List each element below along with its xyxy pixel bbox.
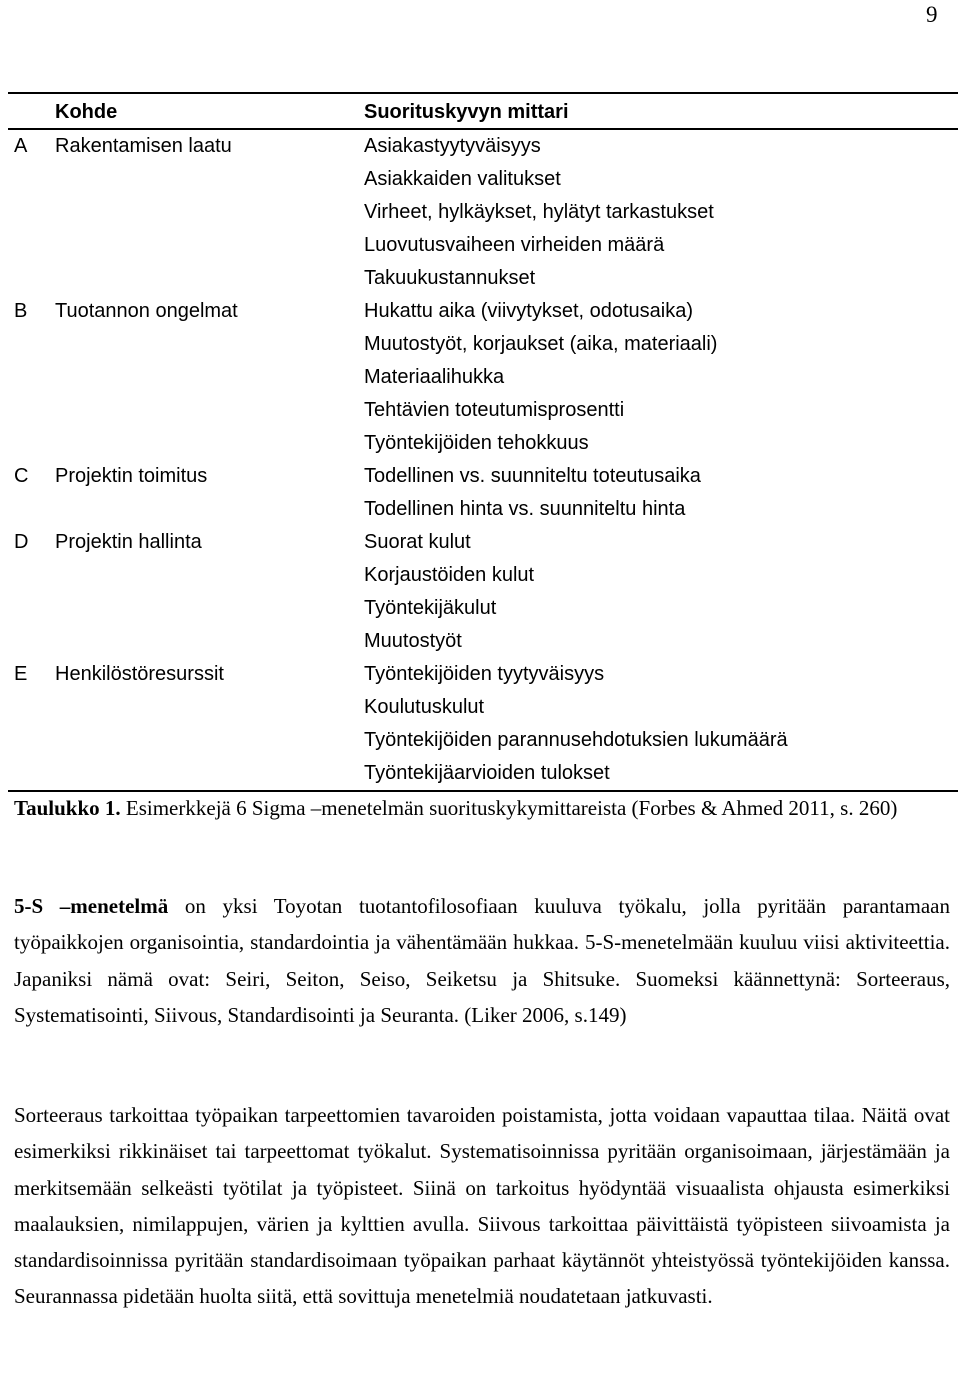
table-caption — [14, 790, 950, 826]
row-metric: Asiakkaiden valitukset — [364, 168, 561, 190]
row-letter: B — [14, 300, 28, 322]
caption-text: Esimerkkejä 6 Sigma –menetelmän suorituskykymittareista (Forbes & Ahmed 2011, s. 260) — [125, 796, 898, 820]
row-metric: Muutostyöt — [364, 630, 462, 652]
paragraph-5s-intro — [14, 888, 950, 1033]
row-metric: Todellinen hinta vs. suunniteltu hinta — [364, 498, 686, 520]
row-target: Tuotannon ongelmat — [55, 300, 238, 322]
row-target: Rakentamisen laatu — [55, 135, 232, 157]
page-number: 9 — [926, 2, 938, 27]
row-letter: A — [14, 135, 28, 157]
table-row — [8, 625, 958, 658]
row-metric: Työntekijöiden tehokkuus — [364, 432, 589, 454]
table-row — [8, 229, 958, 262]
row-metric: Todellinen vs. suunniteltu toteutusaika — [364, 465, 701, 487]
table-row — [8, 427, 958, 460]
performance-metrics-table — [8, 92, 958, 792]
table-row — [8, 361, 958, 394]
table-row — [8, 592, 958, 625]
row-metric: Työntekijäkulut — [364, 597, 497, 619]
row-metric: Virheet, hylkäykset, hylätyt tarkastukset — [364, 201, 714, 223]
row-letter: C — [14, 465, 29, 487]
table-row — [8, 658, 958, 691]
row-metric: Hukattu aika (viivytykset, odotusaika) — [364, 300, 694, 322]
table-row — [8, 724, 958, 757]
paragraph-5s-intro-text: on yksi Toyotan tuotantofilosofiaan kuuluva työkalu, jolla pyritään parantamaan työpaikkojen organisointia, standardointia ja vähentämään hukkaa. 5-S-menetelmään kuuluu viisi aktiviteettia. Japaniksi nämä ovat: Seiri, Seiton, Seiso, Seiketsu ja Shitsuke. Suomeksi käännettynä: Sorteeraus, Systematisointi, Siivous, Standardisointi ja Seuranta. (Liker 2006, s.149) — [14, 894, 951, 1027]
table-row — [8, 559, 958, 592]
table-row — [8, 493, 958, 526]
header-metric: Suorituskyvyn mittari — [364, 101, 569, 123]
row-metric: Muutostyöt, korjaukset (aika, materiaali) — [364, 333, 718, 355]
row-metric: Luovutusvaiheen virheiden määrä — [364, 234, 665, 256]
table-row — [8, 394, 958, 427]
table-row — [8, 295, 958, 328]
table-row — [8, 691, 958, 724]
caption-label: Taulukko 1. — [14, 796, 121, 820]
table-row — [8, 196, 958, 229]
paragraph-5s-details — [14, 1097, 950, 1315]
header-target: Kohde — [55, 101, 118, 123]
table-body — [8, 130, 958, 790]
table-header-row — [8, 94, 958, 128]
table-row — [8, 130, 958, 163]
row-metric: Koulutuskulut — [364, 696, 485, 718]
row-metric: Työntekijöiden parannusehdotuksien lukumäärä — [364, 729, 788, 751]
table-row — [8, 460, 958, 493]
row-metric: Korjaustöiden kulut — [364, 564, 535, 586]
row-metric: Asiakastyytyväisyys — [364, 135, 541, 157]
row-metric: Työntekijäarvioiden tulokset — [364, 762, 610, 784]
paragraph-5s-details-text: Sorteeraus tarkoittaa työpaikan tarpeettomien tavaroiden poistamista, jotta voidaan vapauttaa tilaa. Näitä ovat esimerkiksi rikkinäiset tai tarpeettomat työkalut. Systematisoinnissa pyritään organisoimaan, järjestämään ja merkitsemään selkeästi työtilat ja työpisteet. Siinä on tarkoitus hyödyntää visuaalista ohjausta esimerkiksi maalauksien, nimilappujen, värien ja kylttien avulla. Siivous tarkoittaa päivittäistä työpisteen siivoamista ja standardisoinnissa pyritään standardisoimaan työpaikan parhaat käytännöt yhteistyössä työntekijöiden kanssa. Seurannassa pidetään huolta siitä, että sovittuja menetelmiä noudatetaan jatkuvasti. — [14, 1103, 950, 1309]
row-metric: Materiaalihukka — [364, 366, 505, 388]
table-row — [8, 262, 958, 295]
table-row — [8, 526, 958, 559]
table-row — [8, 328, 958, 361]
row-target: Henkilöstöresurssit — [55, 663, 224, 685]
row-metric: Suorat kulut — [364, 531, 471, 553]
table-row — [8, 757, 958, 790]
table-row — [8, 163, 958, 196]
row-metric: Tehtävien toteutumisprosentti — [364, 399, 625, 421]
row-target: Projektin hallinta — [55, 531, 202, 553]
row-target: Projektin toimitus — [55, 465, 208, 487]
term-5s-method: 5-S –menetelmä — [14, 894, 169, 918]
row-metric: Työntekijöiden tyytyväisyys — [364, 663, 605, 685]
row-metric: Takuukustannukset — [364, 267, 536, 289]
row-letter: E — [14, 663, 28, 685]
row-letter: D — [14, 531, 29, 553]
